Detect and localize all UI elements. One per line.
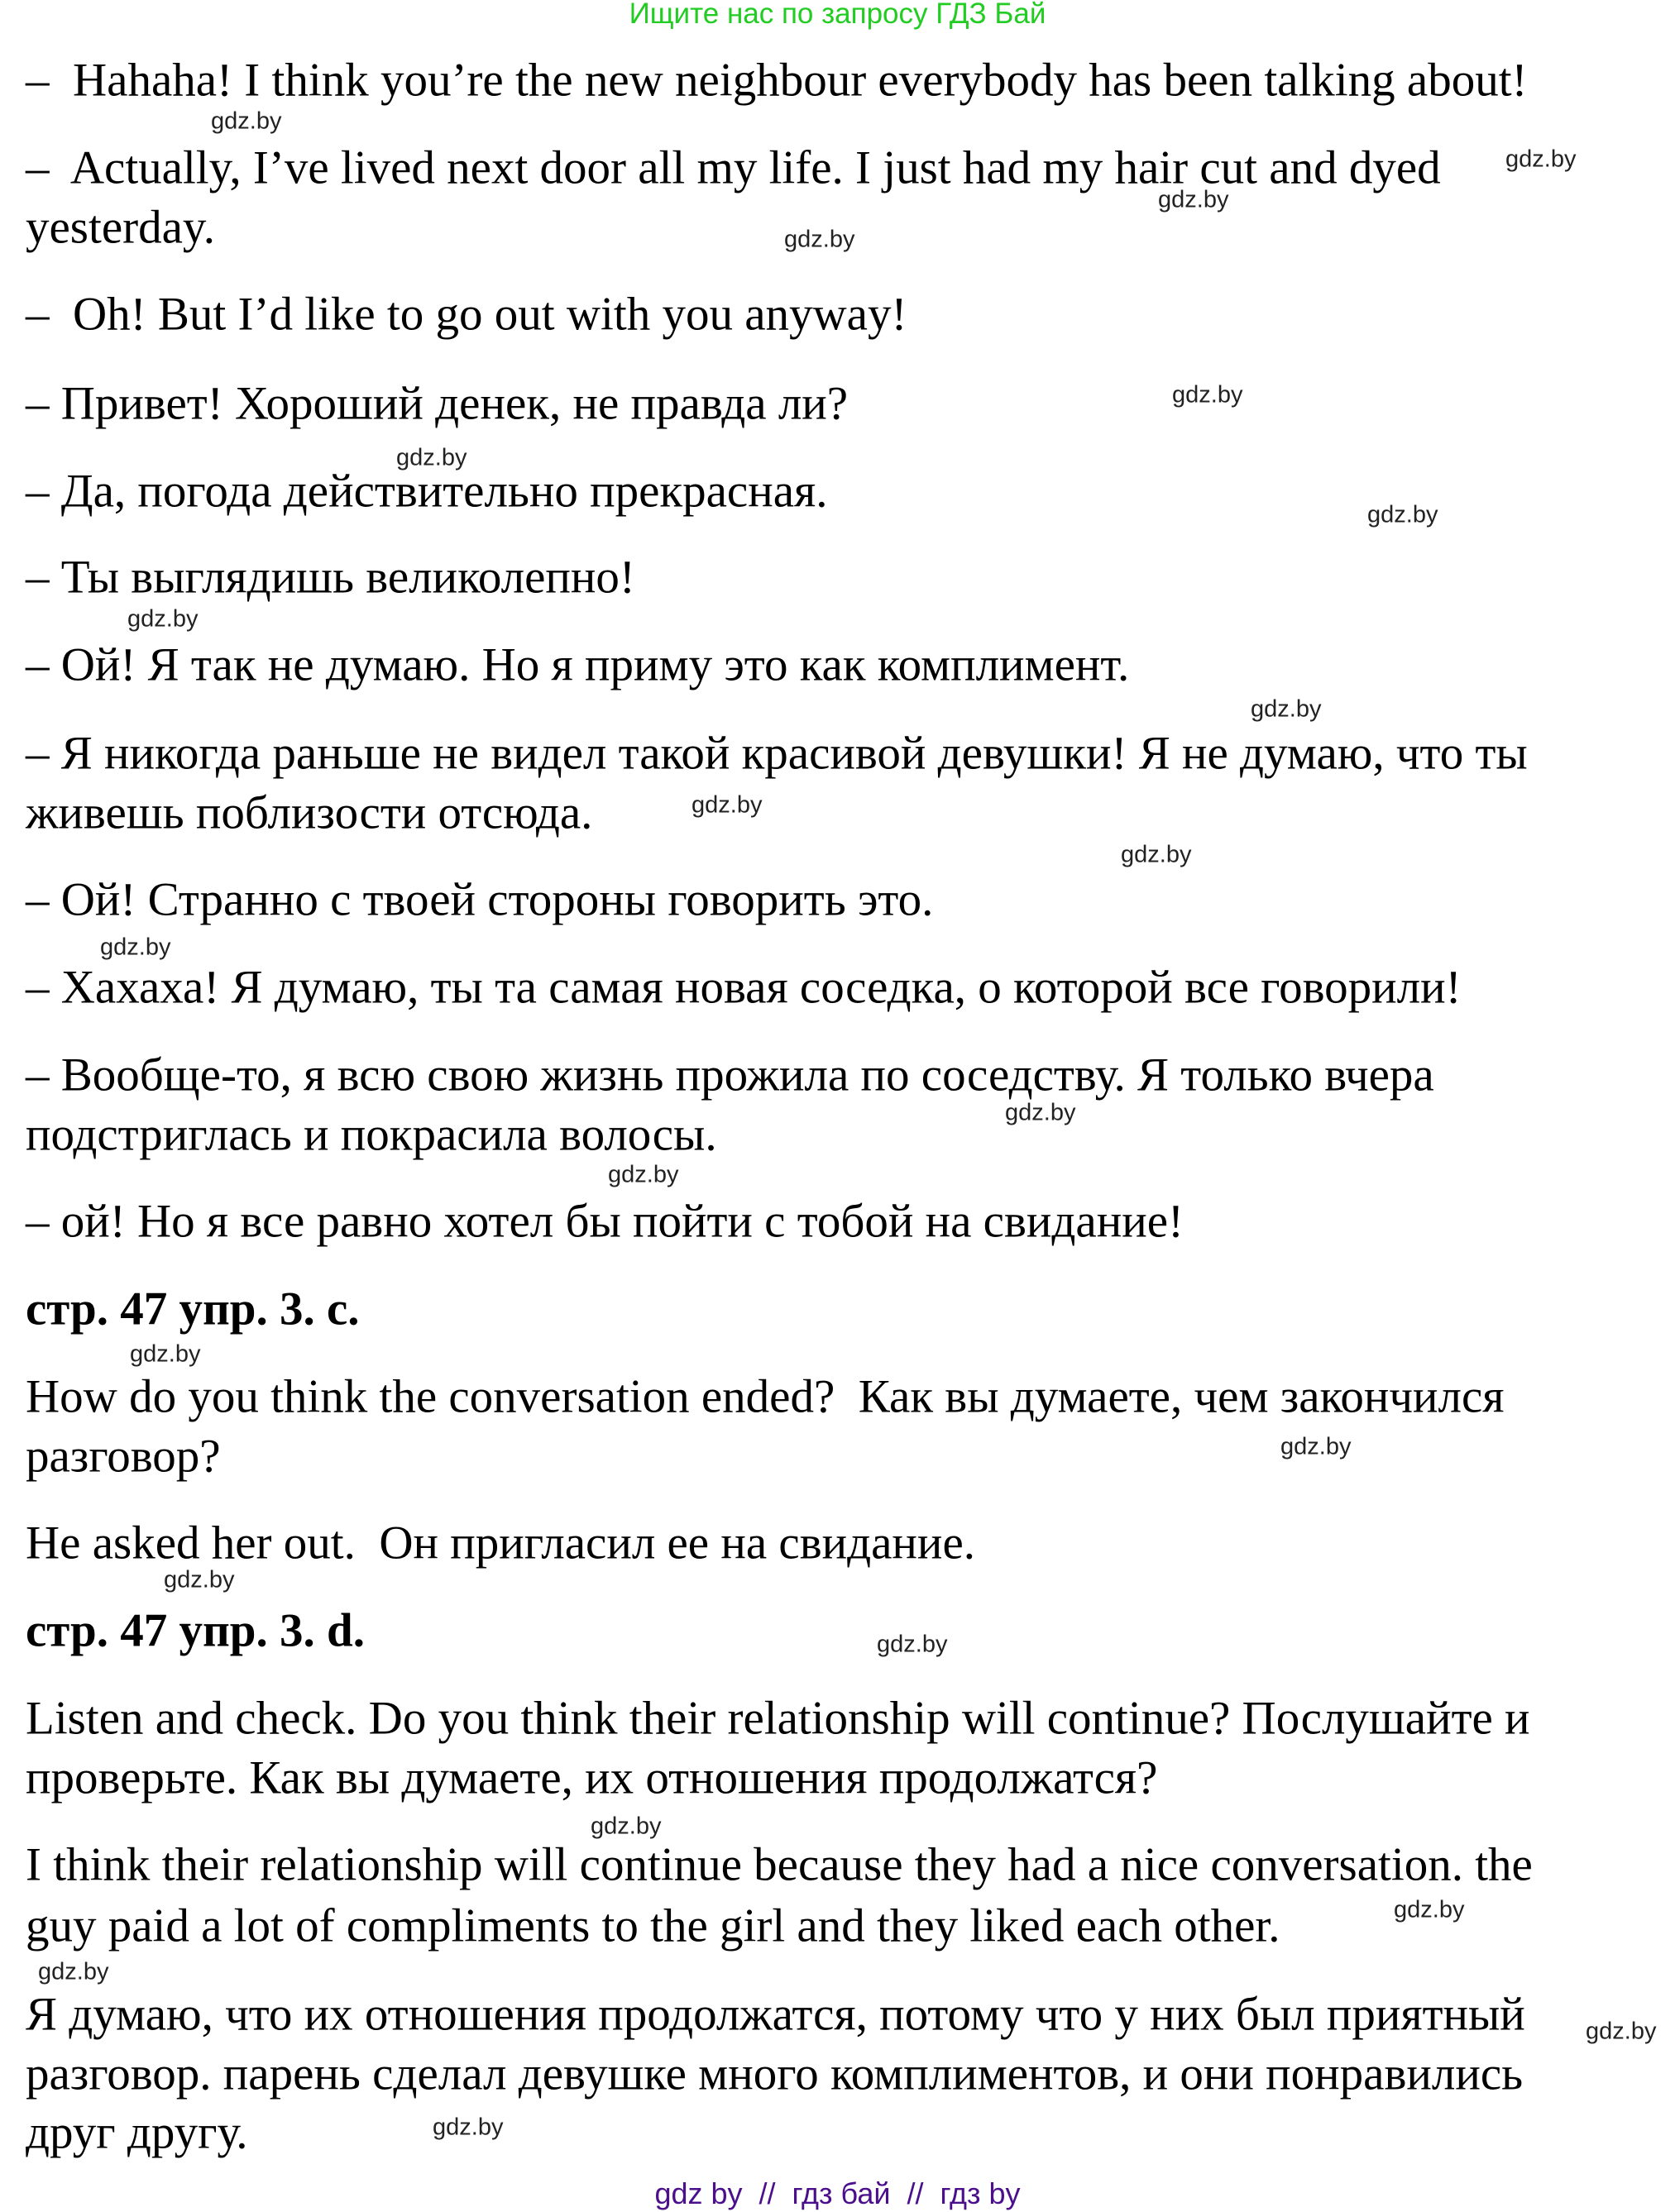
text-line: проверьте. Как вы думаете, их отношения продолжатся? (26, 1751, 1158, 1804)
text-line: друг другу. (26, 2106, 248, 2159)
text-line: – ой! Но я все равно хотел бы пойти с тобой на свидание! (26, 1195, 1184, 1248)
text-line: – Actually, I’ve lived next door all my life. I just had my hair cut and dyed (26, 141, 1441, 194)
watermark: gdz.by (100, 934, 171, 961)
watermark: gdz.by (164, 1566, 235, 1593)
text-line: – Я никогда раньше не видел такой красивой девушки! Я не думаю, что ты (26, 727, 1528, 780)
text-line: разговор. парень сделал девушке много комплиментов, и они понравились (26, 2047, 1524, 2100)
watermark: gdz.by (130, 1340, 201, 1368)
watermark: gdz.by (38, 1958, 109, 1985)
text-line: – Ты выглядишь великолепно! (26, 551, 635, 604)
section-heading: стр. 47 упр. 3. d. (26, 1604, 365, 1657)
text-line: – Вообще-то, я всю свою жизнь прожила по соседству. Я только вчера (26, 1049, 1434, 1101)
text-line: – Hahaha! I think you’re the new neighbour everybody has been talking about! (26, 54, 1528, 107)
watermark: gdz.by (127, 605, 199, 633)
text-line: guy paid a lot of compliments to the girl and they liked each other. (26, 1899, 1280, 1952)
text-line: живешь поблизости отсюда. (26, 786, 593, 839)
text-line: I think their relationship will continue because they had a nice conversation. the (26, 1838, 1533, 1891)
watermark: gdz.by (1505, 146, 1577, 173)
text-line: – Ой! Я так не думаю. Но я приму это как комплимент. (26, 638, 1130, 691)
watermark: gdz.by (211, 107, 282, 135)
watermark: gdz.by (877, 1631, 948, 1658)
watermark: gdz.by (1251, 695, 1322, 723)
watermark: gdz.by (396, 444, 467, 471)
text-line: Listen and check. Do you think their relationship will continue? Послушайте и (26, 1692, 1530, 1745)
text-line: He asked her out. Он пригласил ее на свидание. (26, 1517, 975, 1569)
watermark: gdz.by (1586, 2018, 1657, 2045)
watermark: gdz.by (784, 226, 855, 253)
text-line: yesterday. (26, 201, 215, 254)
text-line: Я думаю, что их отношения продолжатся, потому что у них был приятный (26, 1988, 1525, 2041)
text-line: – Oh! But I’d like to go out with you anyway! (26, 288, 907, 341)
text-line: разговор? (26, 1430, 221, 1483)
watermark: gdz.by (1121, 841, 1192, 868)
search-banner[interactable]: Ищите нас по запросу ГДЗ Бай (629, 0, 1046, 30)
watermark: gdz.by (1367, 501, 1438, 528)
text-line: How do you think the conversation ended? Как вы думаете, чем закончился (26, 1370, 1505, 1423)
watermark: gdz.by (1005, 1099, 1076, 1126)
section-heading: стр. 47 упр. 3. c. (26, 1283, 360, 1335)
watermark: gdz.by (1280, 1433, 1352, 1460)
text-line: – Хахаха! Я думаю, ты та самая новая соседка, о которой все говорили! (26, 961, 1462, 1014)
watermark: gdz.by (608, 1161, 679, 1188)
text-line: – Привет! Хороший денек, не правда ли? (26, 377, 849, 430)
watermark: gdz.by (1158, 186, 1229, 213)
watermark: gdz.by (1394, 1896, 1465, 1923)
watermark: gdz.by (692, 791, 763, 819)
watermark: gdz.by (1172, 381, 1243, 408)
text-line: подстриглась и покрасила волосы. (26, 1108, 717, 1161)
text-line: – Ой! Странно с твоей стороны говорить это. (26, 873, 934, 926)
text-line: – Да, погода действительно прекрасная. (26, 465, 828, 518)
footer-links[interactable]: gdz by // гдз бай // гдз by (654, 2176, 1021, 2210)
watermark: gdz.by (433, 2114, 504, 2141)
watermark: gdz.by (591, 1813, 662, 1840)
